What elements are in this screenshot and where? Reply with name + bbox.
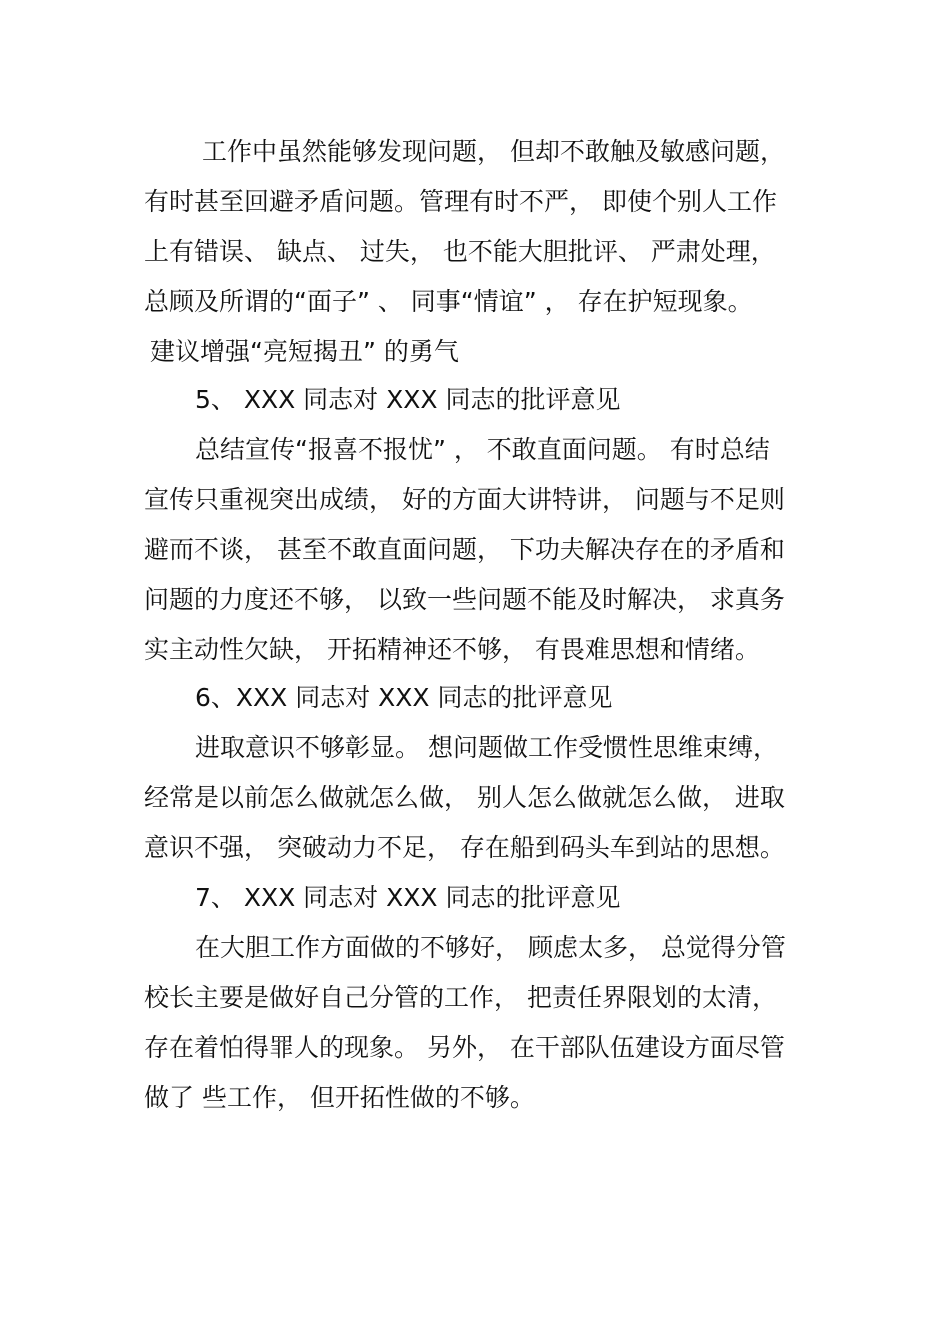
paragraph-line: 总结宣传“报喜不报忧” ， 不敢直面问题。 有时总结 xyxy=(195,435,770,464)
paragraph-line: 实主动性欠缺， 开拓精神还不够， 有畏难思想和情绪。 xyxy=(144,635,760,664)
paragraph-line: 总顾及所谓的“面子” 、 同事“情谊” ， 存在护短现象。 xyxy=(144,287,753,316)
paragraph-line: 避而不谈， 甚至不敢直面问题， 下功夫解决存在的矛盾和 xyxy=(144,535,785,564)
paragraph-line: 做了 些工作， 但开拓性做的不够。 xyxy=(144,1083,535,1112)
paragraph-line: 上有错误、 缺点、 过失， 也不能大胆批评、 严肃处理， xyxy=(144,237,776,266)
paragraph-line: 建议增强“亮短揭丑” 的勇气 xyxy=(150,337,459,366)
paragraph-line: 存在着怕得罪人的现象。 另外， 在干部队伍建设方面尽管 xyxy=(144,1033,785,1062)
paragraph-line: 意识不强， 突破动力不足， 存在船到码头车到站的思想。 xyxy=(144,833,785,862)
section-heading: 6、XXX 同志对 XXX 同志的批评意见 xyxy=(195,683,613,712)
section-heading: 5、 XXX 同志对 XXX 同志的批评意见 xyxy=(195,385,621,414)
paragraph-line: 在大胆工作方面做的不够好， 顾虑太多， 总觉得分管 xyxy=(195,933,786,962)
paragraph-line: 问题的力度还不够， 以致一些问题不能及时解决， 求真务 xyxy=(144,585,785,614)
paragraph-line: 经常是以前怎么做就怎么做， 别人怎么做就怎么做， 进取 xyxy=(144,783,785,812)
paragraph-line: 工作中虽然能够发现问题， 但却不敢触及敏感问题， xyxy=(202,137,785,166)
paragraph-line: 校长主要是做好自己分管的工作， 把责任界限划的太清， xyxy=(144,983,777,1012)
paragraph-line: 宣传只重视突出成绩， 好的方面大讲特讲， 问题与不足则 xyxy=(144,485,785,514)
paragraph-line: 进取意识不够彰显。 想问题做工作受惯性思维束缚， xyxy=(195,733,778,762)
paragraph-line: 有时甚至回避矛盾问题。管理有时不严， 即使个别人工作 xyxy=(144,187,777,216)
section-heading: 7、 XXX 同志对 XXX 同志的批评意见 xyxy=(195,883,621,912)
